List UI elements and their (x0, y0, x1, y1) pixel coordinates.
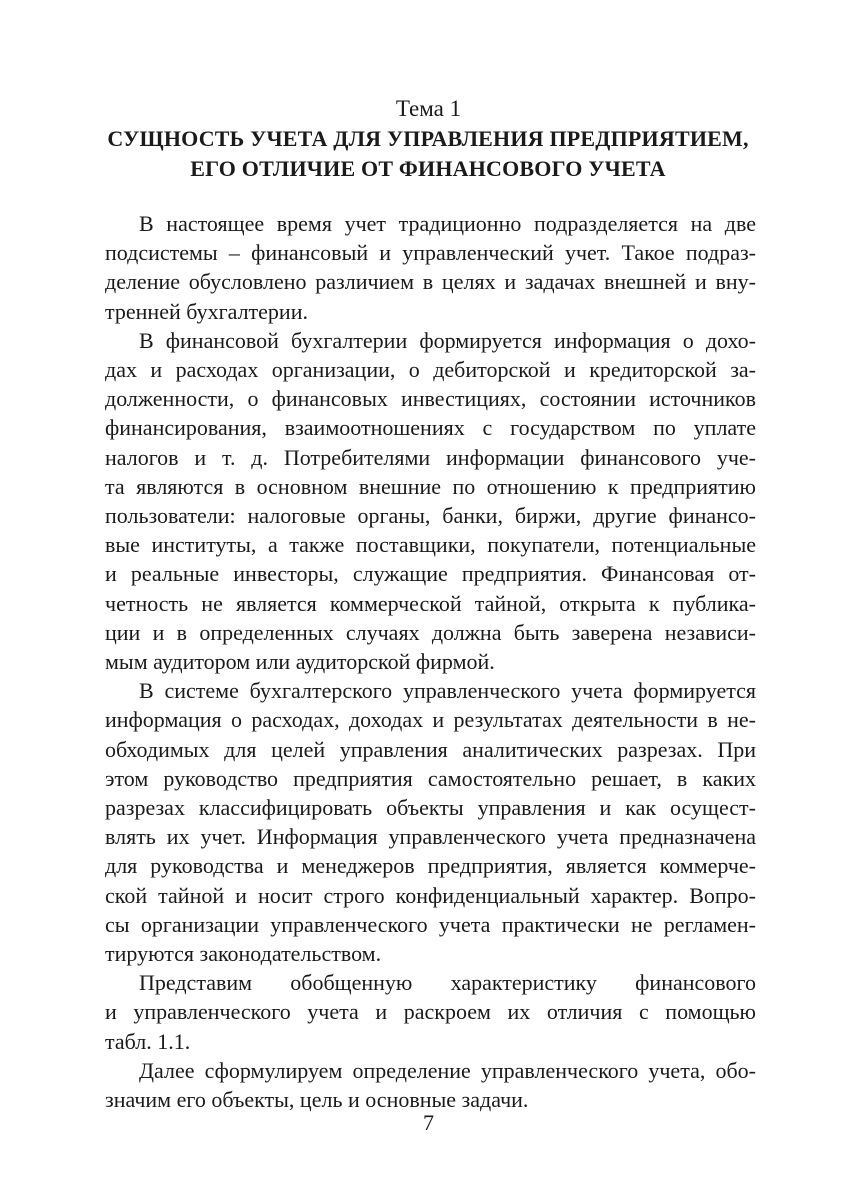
text-line: Далее сформулируем определение управленческого учета, обо- (139, 1057, 756, 1083)
text-line: и реальные инвесторы, служащие предприятия. Финансовая от- (105, 561, 756, 587)
text-line: и управленческого учета и раскроем их отличия с помощью (105, 999, 756, 1025)
text-line: тируются законодательством. (105, 941, 382, 967)
text-line: налогов и т. д. Потребителями информации финансового уче- (105, 444, 756, 470)
chapter-heading (96, 124, 760, 184)
text-line: деление обусловлено различием в целях и задачах внешней и вну- (105, 269, 756, 295)
text-line: тренней бухгалтерии. (105, 298, 308, 324)
text-line: для руководства и менеджеров предприятия, является коммерче- (105, 853, 756, 879)
paragraph (105, 209, 756, 326)
body-text (105, 209, 756, 1114)
paragraph (105, 676, 756, 968)
text-line: подсистемы – финансовый и управленческий учет. Такое подраз- (105, 240, 756, 266)
text-line: вые институты, а также поставщики, покупатели, потенциальные (105, 532, 756, 558)
text-line: пользователи: налоговые органы, банки, биржи, другие финансо- (105, 503, 756, 529)
heading-line: ЕГО ОТЛИЧИЕ ОТ ФИНАНСОВОГО УЧЕТА (190, 156, 666, 181)
topic-label: Тема 1 (395, 96, 462, 121)
text-line: разрезах классифицировать объекты управления и как осущест- (105, 795, 756, 821)
text-line: табл. 1.1. (105, 1028, 191, 1054)
text-line: сы организации управленческого учета практически не регламен- (105, 911, 756, 937)
text-line: финансирования, взаимоотношениях с государством по уплате (105, 415, 756, 441)
text-line: этом руководство предприятия самостоятельно решает, в каких (105, 765, 756, 791)
text-line: ции и в определенных случаях должна быть заверена независи- (105, 619, 756, 645)
page-number: 7 (423, 1110, 434, 1135)
text-line: информация о расходах, доходах и результатах деятельности в не- (105, 707, 756, 733)
text-line: четность не является коммерческой тайной, открыта к публика- (105, 590, 756, 616)
text-line: мым аудитором или аудиторской фирмой. (105, 649, 495, 675)
paragraph (105, 326, 756, 676)
text-line: долженности, о финансовых инвестициях, состоянии источников (105, 386, 756, 412)
paragraph (105, 1056, 756, 1114)
heading-line: СУЩНОСТЬ УЧЕТА ДЛЯ УПРАВЛЕНИЯ ПРЕДПРИЯТИЕМ, (107, 126, 749, 151)
text-line: ской тайной и носит строго конфиденциальный характер. Вопро- (105, 882, 756, 908)
text-line: та являются в основном внешние по отношению к предприятию (105, 473, 756, 499)
text-line: В настоящее время учет традиционно подразделяется на две (139, 211, 756, 236)
text-line: дах и расходах организации, о дебиторской и кредиторской за- (105, 357, 756, 383)
paragraph (105, 968, 756, 1056)
text-line: В системе бухгалтерского управленческого учета формируется (139, 678, 756, 704)
text-line: влять их учет. Информация управленческого учета предназначена (105, 824, 756, 850)
text-line: Представим обобщенную характеристику финансового (139, 970, 756, 996)
text-line: обходимых для целей управления аналитических разрезах. При (105, 736, 756, 762)
text-line: значим его объекты, цель и основные задачи. (105, 1087, 529, 1113)
text-line: В финансовой бухгалтерии формируется информация о дохо- (139, 327, 756, 353)
